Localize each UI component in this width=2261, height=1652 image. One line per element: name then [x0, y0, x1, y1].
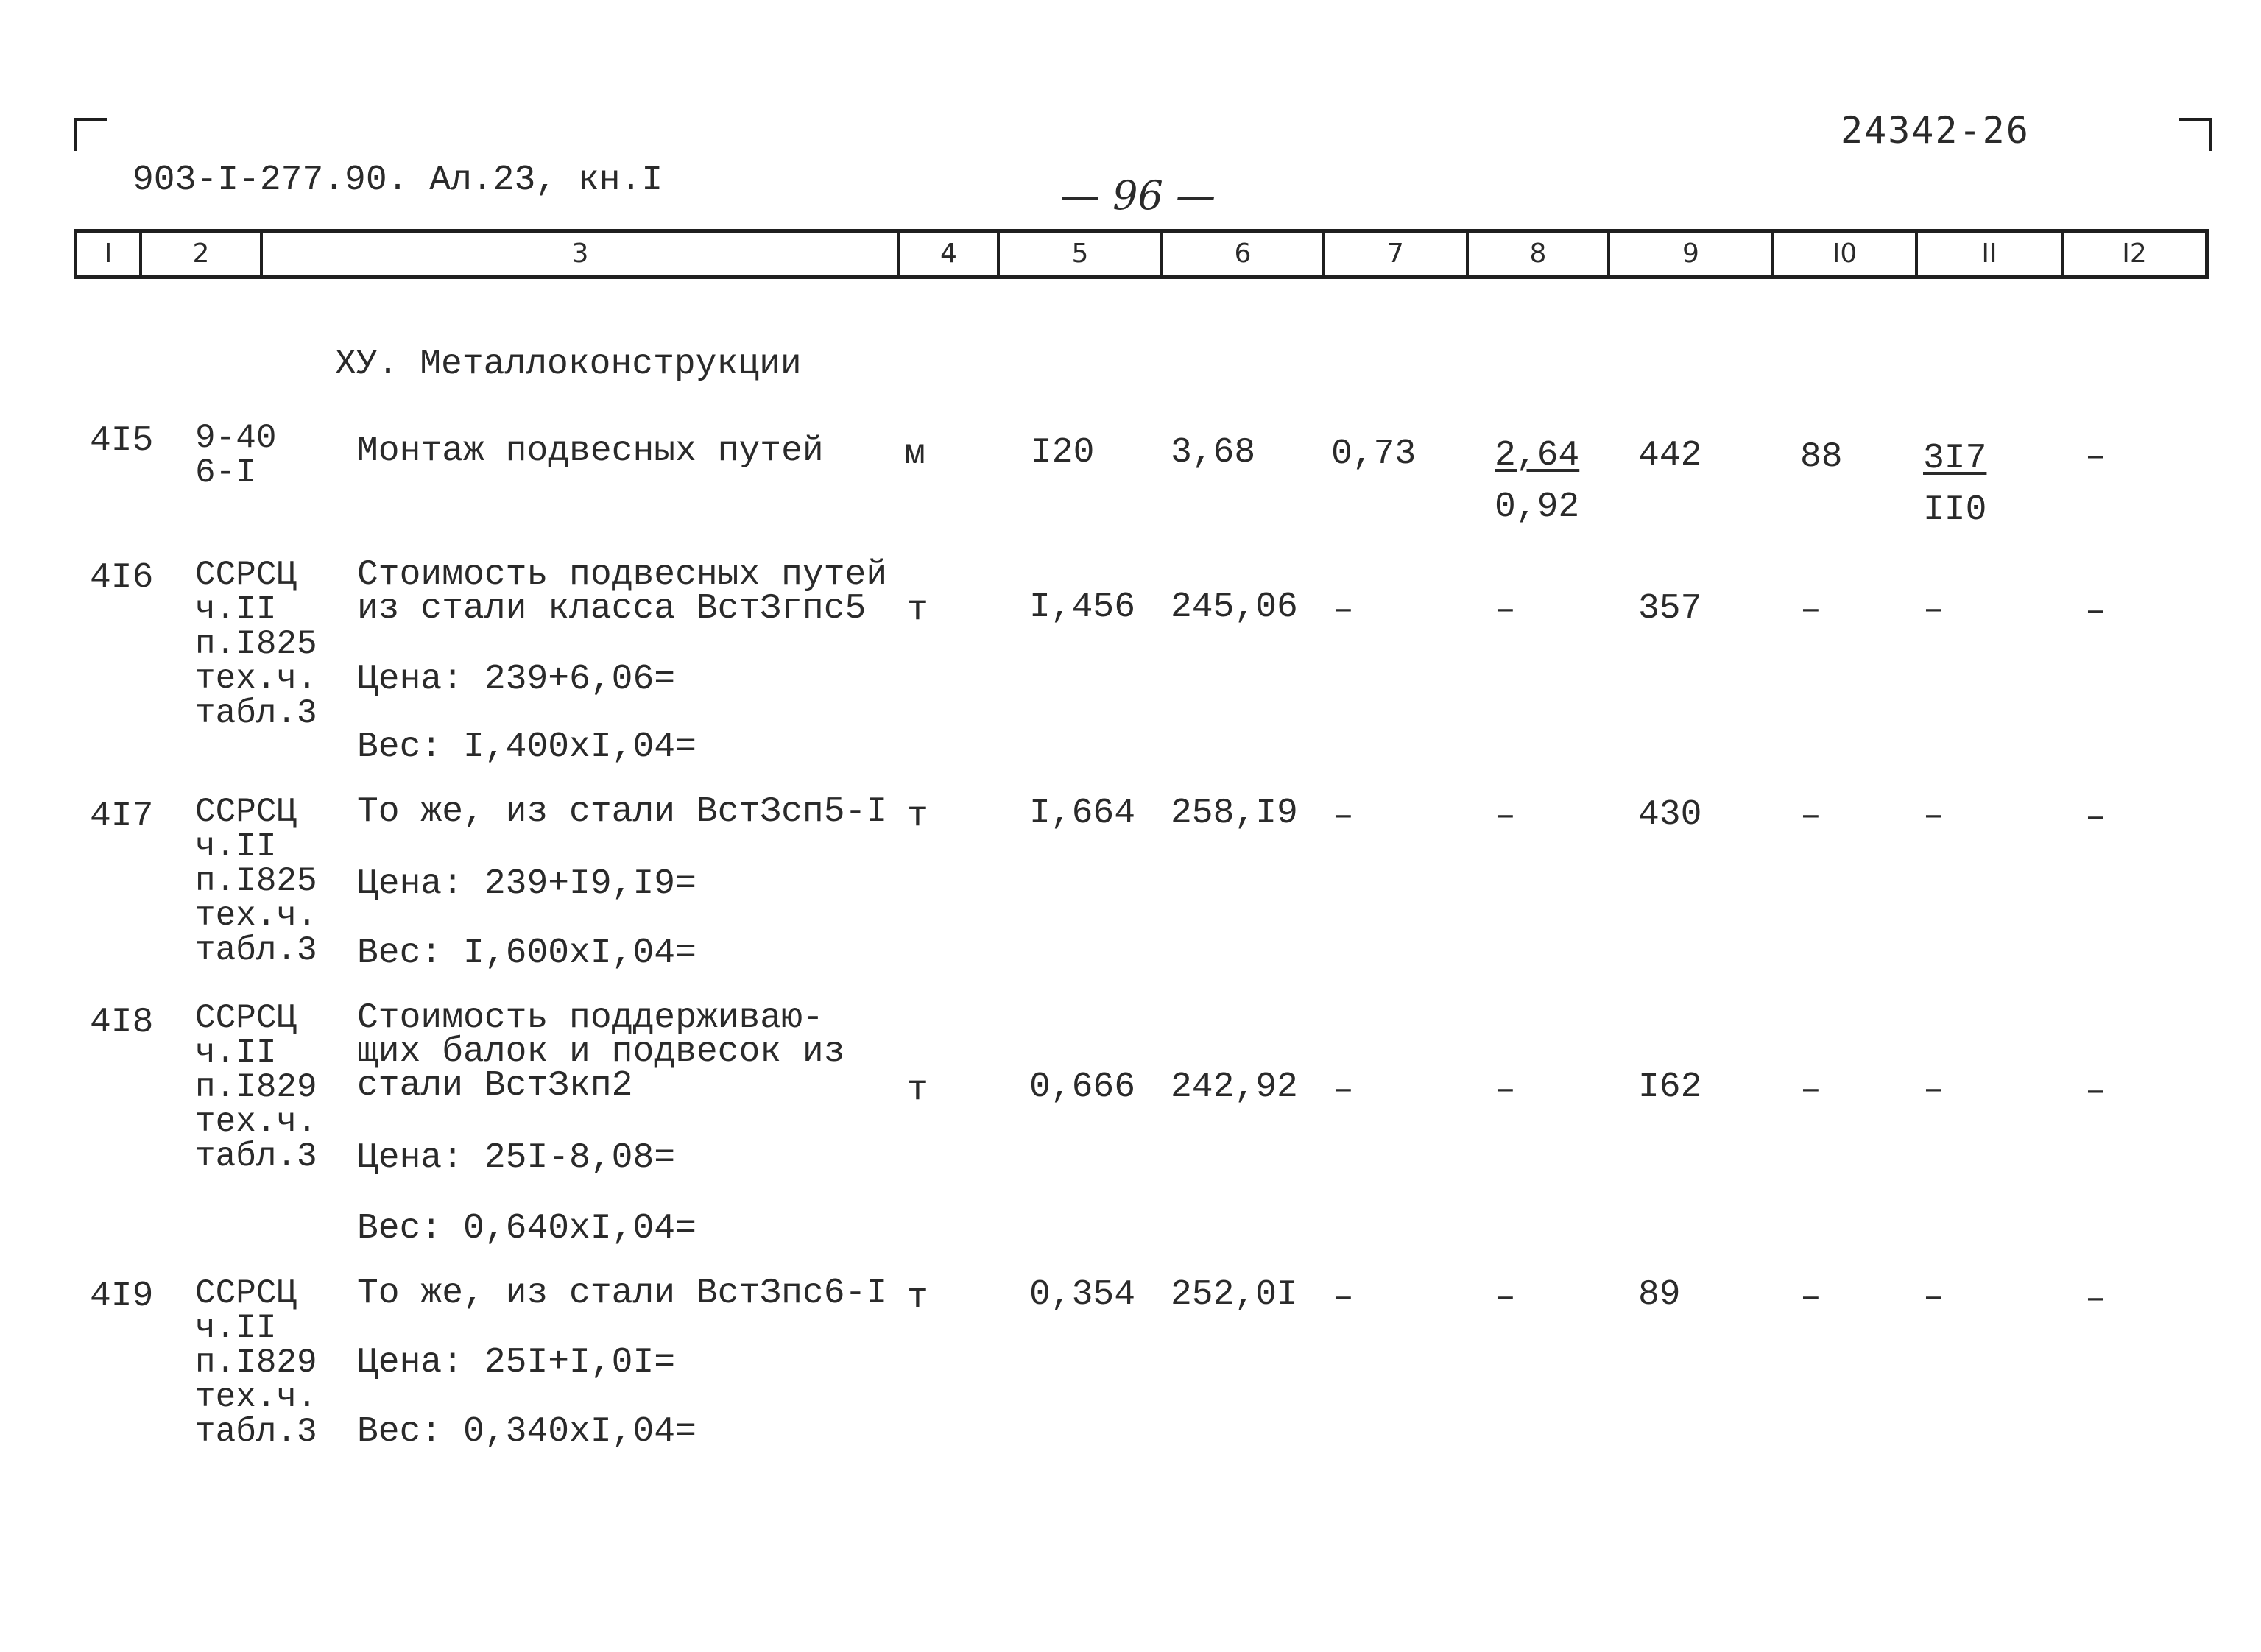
- quantity: I20: [1031, 433, 1095, 473]
- col-10-value: –: [1800, 797, 1821, 836]
- quantity: I,664: [1029, 794, 1136, 833]
- unit: т: [907, 1278, 928, 1318]
- col-7-value: –: [1333, 1070, 1354, 1110]
- col-8-value: –: [1495, 1070, 1516, 1110]
- price-reference: ССРСЦ ч.II п.I829 тех.ч. табл.3: [195, 999, 317, 1176]
- col-8-value: –: [1495, 590, 1516, 630]
- unit-price: 242,92: [1171, 1067, 1298, 1107]
- column-header-4: 4: [900, 233, 1000, 275]
- col-9-value: 430: [1638, 795, 1702, 835]
- unit-price: 3,68: [1171, 433, 1256, 473]
- column-header-11: II: [1918, 233, 2064, 275]
- work-description: Стоимость поддерживаю- щих балок и подвесок из стали ВстЗкп2: [357, 998, 845, 1106]
- sheet-code: 24342-26: [1841, 109, 2030, 152]
- col-12-value: –: [2085, 437, 2106, 477]
- col-11-value: –: [1923, 590, 1944, 630]
- work-description: Монтаж подвесных путей: [357, 431, 824, 471]
- row-number: 4I7: [90, 797, 154, 836]
- unit: т: [907, 1070, 928, 1110]
- price-note: Цена: 239+I9,I9=: [357, 864, 696, 904]
- document-code: 903-I-277.90. Ал.23, кн.I: [133, 160, 663, 200]
- page-number: — 96 —: [1060, 172, 1216, 219]
- col-10-value: –: [1800, 1278, 1821, 1318]
- col-10-value: –: [1800, 1070, 1821, 1110]
- unit-price: 252,0I: [1171, 1275, 1298, 1315]
- quantity: 0,354: [1029, 1275, 1136, 1315]
- column-header-1: I: [77, 233, 142, 275]
- column-header-12: I2: [2122, 239, 2147, 269]
- col-11-top-value: 3I7: [1923, 439, 1987, 479]
- col-7-value: 0,73: [1331, 434, 1417, 474]
- row-number: 4I6: [90, 558, 154, 598]
- col-8-value: –: [1495, 797, 1516, 836]
- unit-price: 245,06: [1171, 587, 1298, 627]
- column-number-header: [74, 229, 2209, 279]
- row-number: 4I9: [90, 1277, 154, 1316]
- work-description: То же, из стали ВстЗпс6-I: [357, 1274, 888, 1313]
- column-header-8: 8: [1469, 233, 1610, 275]
- price-reference: ССРСЦ ч.II п.I825 тех.ч. табл.3: [195, 793, 317, 970]
- section-title: ХУ. Металлоконструкции: [335, 345, 802, 384]
- col-9-value: 442: [1638, 436, 1702, 476]
- unit: т: [907, 797, 928, 836]
- price-note: Цена: 239+6,06=: [357, 660, 676, 699]
- col-8-bottom-value: 0,92: [1495, 487, 1580, 527]
- price-reference: ССРСЦ ч.II п.I825 тех.ч. табл.3: [195, 556, 317, 733]
- col-10-value: –: [1800, 590, 1821, 630]
- corner-mark-top-right: [2179, 118, 2212, 151]
- col-10-value: 88: [1800, 437, 1843, 477]
- column-header-9: 9: [1610, 233, 1774, 275]
- col-7-value: –: [1333, 590, 1354, 630]
- col-12-value: –: [2085, 1072, 2106, 1112]
- quantity: I,456: [1029, 587, 1136, 627]
- col-7-value: –: [1333, 797, 1354, 836]
- col-9-value: 89: [1638, 1275, 1681, 1315]
- price-reference: 9-40 6-I: [195, 419, 277, 492]
- col-11-value: –: [1923, 1070, 1944, 1110]
- column-header-6: 6: [1163, 233, 1325, 275]
- price-note: Цена: 25I+I,0I=: [357, 1343, 676, 1383]
- col-11-value: –: [1923, 797, 1944, 836]
- col-9-value: I62: [1638, 1067, 1702, 1107]
- weight-note: Вес: I,600xI,04=: [357, 933, 696, 973]
- row-number: 4I8: [90, 1003, 154, 1042]
- weight-note: Вес: 0,640xI,04=: [357, 1209, 696, 1249]
- column-header-10: I0: [1774, 233, 1918, 275]
- col-11-bottom-value: II0: [1923, 490, 1987, 530]
- price-reference: ССРСЦ ч.II п.I829 тех.ч. табл.3: [195, 1274, 317, 1451]
- unit: т: [907, 590, 928, 630]
- col-9-value: 357: [1638, 589, 1702, 629]
- col-11-value: –: [1923, 1278, 1944, 1318]
- col-8-top-value: 2,64: [1495, 436, 1580, 476]
- work-description: То же, из стали ВстЗсп5-I: [357, 792, 888, 832]
- col-12-value: –: [2085, 1279, 2106, 1319]
- col-7-value: –: [1333, 1278, 1354, 1318]
- column-header-2: 2: [142, 233, 263, 275]
- col-12-value: –: [2085, 592, 2106, 632]
- weight-note: Вес: 0,340xI,04=: [357, 1412, 696, 1452]
- column-header-7: 7: [1325, 233, 1469, 275]
- corner-mark-top-left: [74, 118, 107, 151]
- col-12-value: –: [2085, 798, 2106, 838]
- row-number: 4I5: [90, 421, 154, 461]
- column-header-3: 3: [263, 233, 900, 275]
- quantity: 0,666: [1029, 1067, 1136, 1107]
- col-8-value: –: [1495, 1278, 1516, 1318]
- weight-note: Вес: I,400xI,04=: [357, 727, 696, 767]
- column-header-5: 5: [1000, 233, 1163, 275]
- work-description: Стоимость подвесных путей из стали класса ВстЗгпс5: [357, 555, 888, 629]
- unit-price: 258,I9: [1171, 794, 1298, 833]
- price-note: Цена: 25I-8,08=: [357, 1138, 676, 1178]
- unit: м: [904, 434, 925, 474]
